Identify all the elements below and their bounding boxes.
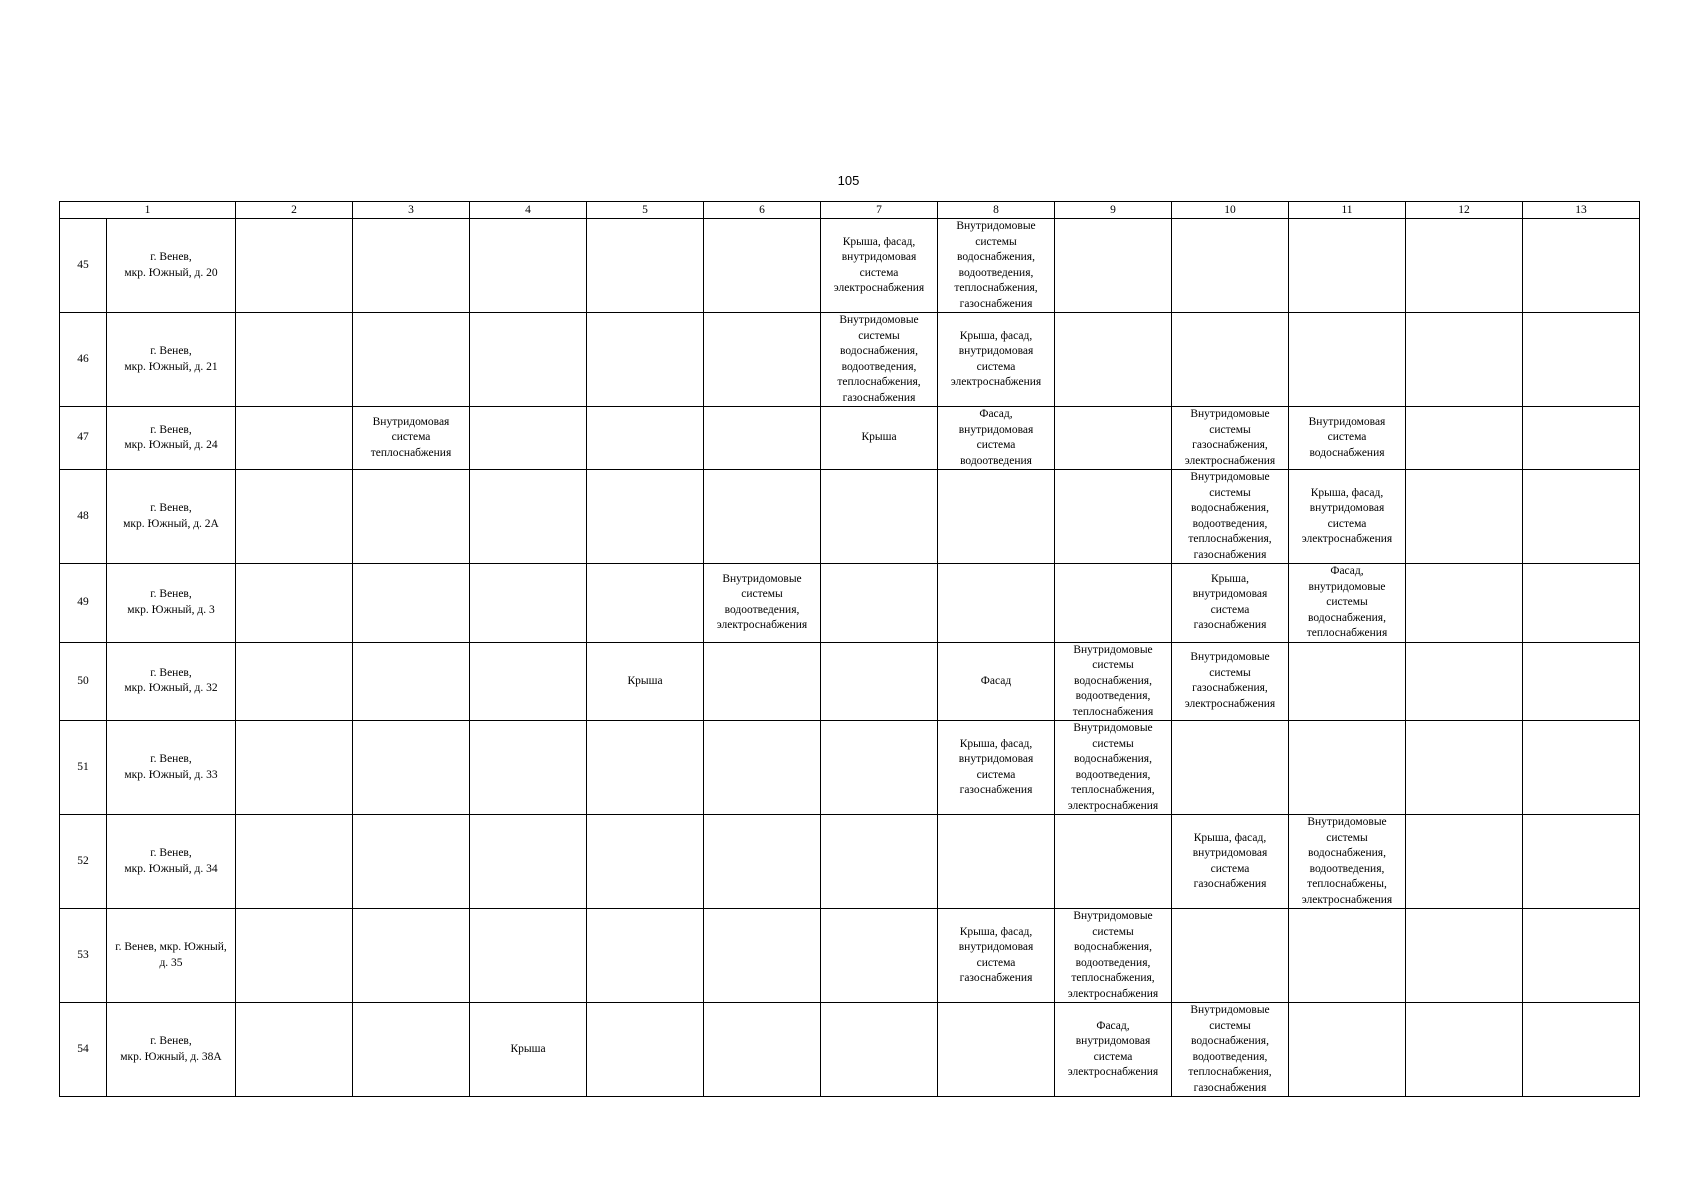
work-type-cell — [1289, 721, 1406, 815]
work-type-cell — [1523, 219, 1640, 313]
work-type-cell: Внутридомовые системы водоснабжения, водоотведения, теплоснабжения, газоснабжения — [821, 313, 938, 407]
table-row — [60, 407, 1640, 470]
work-type-cell — [1172, 909, 1289, 1003]
work-type-cell — [236, 470, 353, 564]
column-header: 2 — [236, 202, 353, 219]
work-type-cell: Крыша, фасад, внутридомовая система газоснабжения — [1172, 815, 1289, 909]
work-type-cell — [821, 815, 938, 909]
work-type-cell — [587, 219, 704, 313]
column-header: 3 — [353, 202, 470, 219]
work-type-cell — [1406, 407, 1523, 470]
work-type-cell — [821, 1003, 938, 1097]
header-row — [60, 202, 1640, 219]
work-type-cell — [704, 313, 821, 407]
work-type-cell — [353, 564, 470, 643]
work-type-cell — [1406, 909, 1523, 1003]
work-type-cell — [704, 815, 821, 909]
column-header: 11 — [1289, 202, 1406, 219]
work-type-cell — [821, 564, 938, 643]
work-type-cell: Крыша — [470, 1003, 587, 1097]
work-type-cell: Крыша, внутридомовая система газоснабжения — [1172, 564, 1289, 643]
work-type-cell — [353, 815, 470, 909]
row-number: 52 — [60, 815, 107, 909]
work-type-cell — [353, 313, 470, 407]
work-type-cell — [1172, 313, 1289, 407]
work-type-cell — [470, 909, 587, 1003]
address-cell: г. Венев, мкр. Южный, д. 20 — [107, 219, 236, 313]
column-header: 5 — [587, 202, 704, 219]
work-type-cell — [821, 470, 938, 564]
work-type-cell — [704, 642, 821, 721]
table-row — [60, 642, 1640, 721]
work-type-cell — [1406, 721, 1523, 815]
column-header: 7 — [821, 202, 938, 219]
work-type-cell — [587, 470, 704, 564]
work-type-cell — [1406, 219, 1523, 313]
work-type-cell: Внутридомовые системы газоснабжения, электроснабжения — [1172, 407, 1289, 470]
address-cell: г. Венев, мкр. Южный, д. 38А — [107, 1003, 236, 1097]
address-cell: г. Венев, мкр. Южный, д. 24 — [107, 407, 236, 470]
row-number: 48 — [60, 470, 107, 564]
work-type-cell — [1289, 219, 1406, 313]
work-type-cell: Крыша, фасад, внутридомовая система электроснабжения — [938, 313, 1055, 407]
work-type-cell: Фасад, внутридомовая система электроснабжения — [1055, 1003, 1172, 1097]
work-type-cell — [821, 721, 938, 815]
work-type-cell — [1523, 642, 1640, 721]
work-type-cell — [587, 1003, 704, 1097]
work-type-cell — [470, 642, 587, 721]
work-type-cell — [470, 407, 587, 470]
work-type-cell — [1406, 642, 1523, 721]
work-type-cell — [1172, 219, 1289, 313]
column-header: 6 — [704, 202, 821, 219]
work-type-cell — [587, 909, 704, 1003]
work-type-cell — [353, 470, 470, 564]
work-type-cell — [1523, 470, 1640, 564]
work-type-cell — [1289, 642, 1406, 721]
work-type-cell — [1523, 1003, 1640, 1097]
row-number: 50 — [60, 642, 107, 721]
row-number: 51 — [60, 721, 107, 815]
work-type-cell — [236, 909, 353, 1003]
work-type-cell — [1523, 407, 1640, 470]
work-type-cell: Крыша — [821, 407, 938, 470]
work-type-cell — [470, 721, 587, 815]
work-type-cell — [704, 470, 821, 564]
work-type-cell — [1406, 564, 1523, 643]
work-type-cell: Внутридомовые системы водоснабжения, водоотведения, теплоснабжения, газоснабжения — [1172, 470, 1289, 564]
work-type-cell: Крыша, фасад, внутридомовая система электроснабжения — [821, 219, 938, 313]
address-cell: г. Венев, мкр. Южный, д. 32 — [107, 642, 236, 721]
column-header: 10 — [1172, 202, 1289, 219]
work-type-cell — [587, 721, 704, 815]
work-type-cell — [704, 219, 821, 313]
column-header: 4 — [470, 202, 587, 219]
work-type-cell — [353, 909, 470, 1003]
work-type-cell: Внутридомовые системы газоснабжения, электроснабжения — [1172, 642, 1289, 721]
table-row — [60, 470, 1640, 564]
work-type-cell — [1172, 721, 1289, 815]
work-type-cell — [938, 564, 1055, 643]
work-type-cell — [236, 313, 353, 407]
table-row — [60, 815, 1640, 909]
work-type-cell: Внутридомовые системы водоотведения, электроснабжения — [704, 564, 821, 643]
work-type-cell — [236, 219, 353, 313]
work-type-cell — [1289, 1003, 1406, 1097]
work-type-cell — [236, 721, 353, 815]
work-type-cell — [353, 219, 470, 313]
address-cell: г. Венев, мкр. Южный, д. 33 — [107, 721, 236, 815]
work-type-cell — [353, 642, 470, 721]
work-type-cell — [587, 564, 704, 643]
work-type-cell — [236, 564, 353, 643]
row-number: 54 — [60, 1003, 107, 1097]
work-type-cell: Крыша, фасад, внутридомовая система электроснабжения — [1289, 470, 1406, 564]
work-type-cell — [704, 909, 821, 1003]
row-number: 53 — [60, 909, 107, 1003]
work-type-cell — [1406, 1003, 1523, 1097]
work-type-cell — [1055, 219, 1172, 313]
work-type-cell — [1523, 564, 1640, 643]
work-type-cell — [704, 721, 821, 815]
work-type-cell — [1406, 470, 1523, 564]
work-type-cell — [470, 313, 587, 407]
column-header: 8 — [938, 202, 1055, 219]
table-row — [60, 564, 1640, 643]
work-type-cell — [1055, 564, 1172, 643]
work-type-cell — [821, 909, 938, 1003]
work-type-cell: Фасад, внутридомовая система водоотведения — [938, 407, 1055, 470]
address-cell: г. Венев, мкр. Южный, д. 35 — [107, 909, 236, 1003]
work-type-cell: Крыша, фасад, внутридомовая система газоснабжения — [938, 909, 1055, 1003]
work-type-cell — [470, 470, 587, 564]
column-header: 12 — [1406, 202, 1523, 219]
work-type-cell — [938, 1003, 1055, 1097]
work-type-cell — [587, 407, 704, 470]
work-type-cell — [1055, 407, 1172, 470]
work-type-cell — [236, 1003, 353, 1097]
work-type-cell — [1523, 721, 1640, 815]
row-number: 49 — [60, 564, 107, 643]
work-type-cell: Внутридомовые системы водоснабжения, водоотведения, теплоснабжения, электроснабжения — [1055, 909, 1172, 1003]
work-type-cell: Крыша, фасад, внутридомовая система газоснабжения — [938, 721, 1055, 815]
row-number: 47 — [60, 407, 107, 470]
work-type-cell — [353, 1003, 470, 1097]
work-type-cell — [236, 815, 353, 909]
work-type-cell — [587, 313, 704, 407]
work-type-cell: Крыша — [587, 642, 704, 721]
row-number: 45 — [60, 219, 107, 313]
table-row — [60, 721, 1640, 815]
work-type-cell — [1406, 313, 1523, 407]
table-row — [60, 1003, 1640, 1097]
work-type-cell — [1289, 313, 1406, 407]
work-type-cell: Внутридомовая система водоснабжения — [1289, 407, 1406, 470]
work-type-cell — [1523, 815, 1640, 909]
work-type-cell — [1523, 909, 1640, 1003]
work-type-cell — [938, 470, 1055, 564]
work-type-cell: Внутридомовые системы водоснабжения, водоотведения, теплоснабжения, электроснабжения — [1055, 721, 1172, 815]
work-type-cell — [1289, 909, 1406, 1003]
row-number: 46 — [60, 313, 107, 407]
work-type-cell: Фасад — [938, 642, 1055, 721]
work-type-cell — [1055, 470, 1172, 564]
column-header: 1 — [60, 202, 236, 219]
work-type-cell — [236, 642, 353, 721]
work-type-cell: Внутридомовые системы водоснабжения, водоотведения, теплоснабжены, электроснабжения — [1289, 815, 1406, 909]
work-type-cell: Фасад, внутридомовые системы водоснабжения, теплоснабжения — [1289, 564, 1406, 643]
page-number: 105 — [837, 173, 860, 188]
work-type-cell — [470, 219, 587, 313]
work-type-cell — [704, 407, 821, 470]
work-type-cell — [938, 815, 1055, 909]
column-header: 9 — [1055, 202, 1172, 219]
column-header: 13 — [1523, 202, 1640, 219]
work-type-cell — [1406, 815, 1523, 909]
address-cell: г. Венев, мкр. Южный, д. 2А — [107, 470, 236, 564]
work-type-cell — [1523, 313, 1640, 407]
work-type-cell — [236, 407, 353, 470]
work-type-cell — [1055, 313, 1172, 407]
address-cell: г. Венев, мкр. Южный, д. 21 — [107, 313, 236, 407]
address-cell: г. Венев, мкр. Южный, д. 3 — [107, 564, 236, 643]
repair-schedule-table — [59, 201, 1640, 1097]
work-type-cell: Внутридомовая система теплоснабжения — [353, 407, 470, 470]
table-row — [60, 313, 1640, 407]
work-type-cell — [470, 815, 587, 909]
work-type-cell: Внутридомовые системы водоснабжения, водоотведения, теплоснабжения, газоснабжения — [938, 219, 1055, 313]
table-row — [60, 219, 1640, 313]
work-type-cell — [704, 1003, 821, 1097]
work-type-cell — [821, 642, 938, 721]
work-type-cell — [587, 815, 704, 909]
address-cell: г. Венев, мкр. Южный, д. 34 — [107, 815, 236, 909]
work-type-cell — [353, 721, 470, 815]
work-type-cell — [470, 564, 587, 643]
work-type-cell: Внутридомовые системы водоснабжения, водоотведения, теплоснабжения — [1055, 642, 1172, 721]
work-type-cell — [1055, 815, 1172, 909]
table-row — [60, 909, 1640, 1003]
work-type-cell: Внутридомовые системы водоснабжения, водоотведения, теплоснабжения, газоснабжения — [1172, 1003, 1289, 1097]
